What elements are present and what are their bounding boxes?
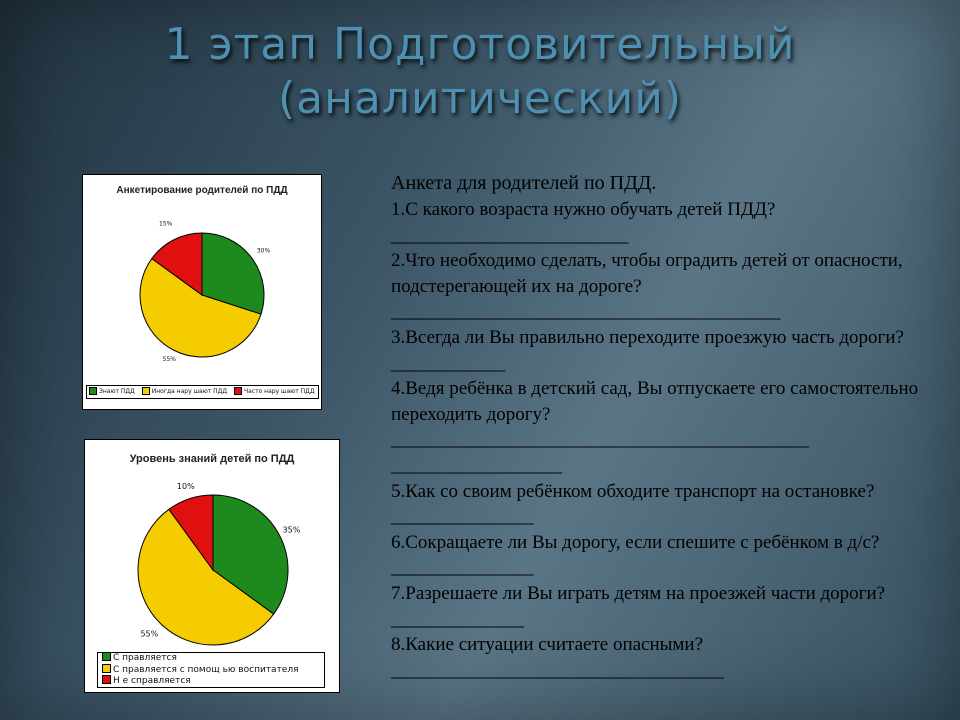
legend-label: Знают ПДД [99,388,135,395]
parents-survey-chart [82,174,322,410]
legend-item [102,676,324,688]
chart-title: Уровень знаний детей по ПДД [129,453,295,465]
legend-label: С правляется с помощ ью воспитателя [113,664,299,675]
pie-data-label: 30% [256,247,271,255]
legend-item [89,386,135,398]
chart-legend [86,385,319,399]
question-4: 4.Ведя ребёнка в детский сад, Вы отпускаете его самостоятельно переходить дорогу?____________________________________________ __________________ [391,378,919,476]
question-6: 6.Сокращаете ли Вы дорогу, если спешите с ребёнком в д/с?_______________ [391,531,880,579]
pie-data-label: 35% [282,525,301,535]
question-1: 1.С какого возраста нужно обучать детей ПДД?_________________________ [391,199,776,246]
legend-item [142,386,227,398]
legend-swatch [234,387,242,395]
slide-title-line-2: (аналитический) [278,73,682,124]
pie-data-label: 10% [176,481,195,491]
question-2: 2.Что необходимо сделать, чтобы оградить детей от опасности, подстерегающей их на дороге?_________________________________________ [391,250,903,323]
slide-title [0,18,960,126]
legend-item [102,665,324,677]
children-knowledge-chart [84,439,340,693]
legend-item [102,653,324,665]
question-5: 5.Как со своим ребёнком обходите транспорт на остановке?_______________ [391,480,875,528]
legend-label: Н е справляется [113,676,191,686]
legend-label: С правляется [113,653,177,663]
question-7: 7.Разрешаете ли Вы играть детям на проезжей части дороги?______________ [391,582,886,630]
legend-swatch [142,387,150,395]
question-3: 3.Всегда ли Вы правильно переходите проезжую часть дороги?____________ [391,326,904,374]
pie-data-label: 55% [140,629,159,639]
legend-swatch [89,387,97,395]
pie-data-label: 15% [159,220,173,228]
parents-questionnaire [391,170,921,683]
legend-label: Часто нару шают ПДД [243,388,315,395]
pie-data-label: 55% [162,356,176,364]
legend-swatch [102,664,111,673]
legend-swatch [102,675,111,684]
legend-swatch [102,652,111,661]
legend-item [234,386,315,398]
parents-pie-svg [83,175,321,409]
slide-title-line-1: 1 этап Подготовительный [164,19,796,70]
chart-legend [97,652,325,688]
legend-label: Иногда нару шают ПДД [151,388,228,395]
questionnaire-heading: Анкета для родителей по ПДД. [391,172,657,194]
question-8: 8.Какие ситуации считаете опасными?___________________________________ [391,634,724,681]
chart-title: Анкетирование родителей по ПДД [116,185,288,196]
